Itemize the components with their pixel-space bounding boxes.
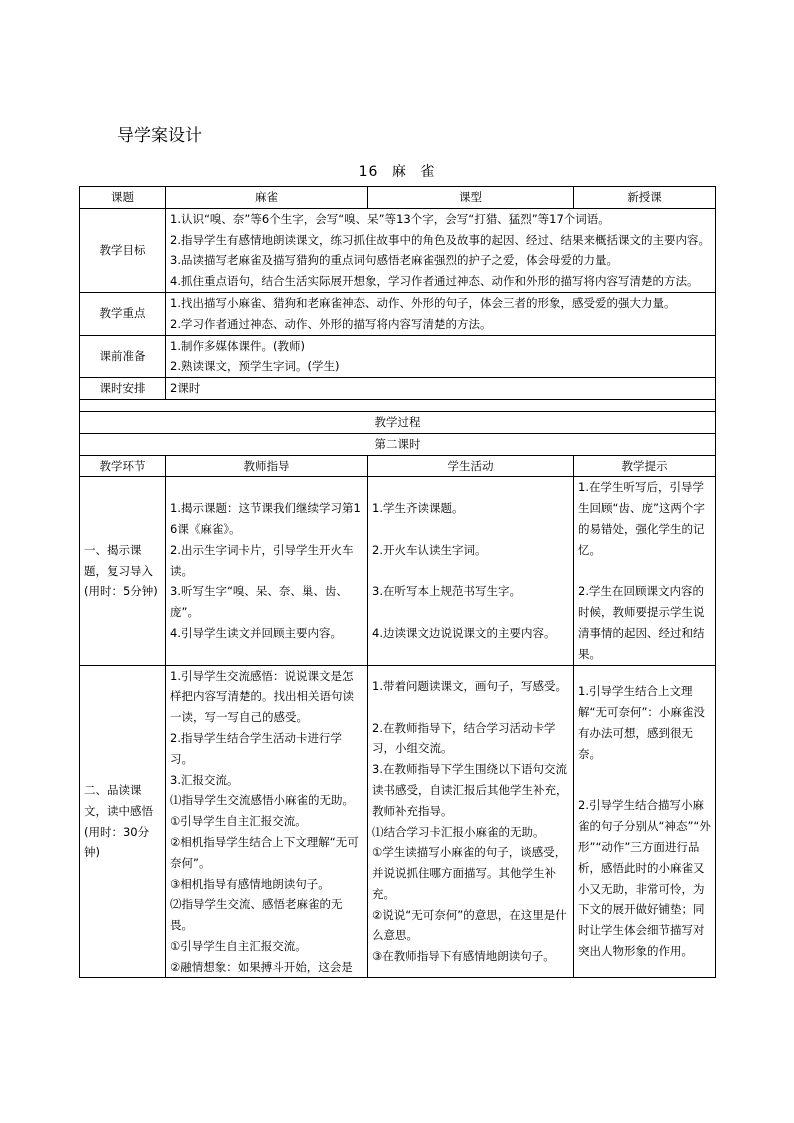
goal-line: 2.指导学生有感情地朗读课文，练习抓住故事中的角色及故事的起因、经过、结果来概括课文的主要内容。 bbox=[170, 232, 710, 247]
prep-line: 2.熟读课文，预学生字词。(学生) bbox=[170, 359, 340, 374]
student-step: ⑴结合学习卡汇报小麻雀的无助。 bbox=[372, 824, 545, 839]
stage1-student bbox=[368, 477, 574, 665]
teacher-step: ⑵指导学生交流、感悟老麻雀的无畏。 bbox=[170, 897, 343, 933]
stage1-tips bbox=[574, 477, 716, 665]
stage2-student bbox=[368, 665, 574, 978]
session-title-row bbox=[80, 433, 716, 455]
stage2-tips bbox=[574, 665, 716, 978]
goal-line: 4.抓住重点语句，结合生活实际展开想象，学习作者通过神态、动作和外形的描写将内容写清楚的方法。 bbox=[170, 274, 699, 289]
process-title: 教学过程 bbox=[80, 411, 716, 433]
column-stage: 教学环节 bbox=[80, 455, 166, 477]
student-step: 1.学生齐读课题。 bbox=[372, 501, 464, 516]
process-title-row bbox=[80, 411, 716, 433]
column-header-row bbox=[80, 455, 716, 477]
focus-row bbox=[80, 292, 716, 335]
column-teacher: 教师指导 bbox=[166, 455, 368, 477]
lesson-title: 16 麻 雀 bbox=[358, 164, 436, 180]
goal-line: 3.品读描写老麻雀及描写猎狗的重点词句感悟老麻雀强烈的护子之爱，体会母爱的力量。 bbox=[170, 253, 618, 268]
student-step: 3.在教师指导下学生围绕以下语句交流读书感受，自读汇报后其他学生补充，教师补充指导。 bbox=[372, 762, 568, 818]
focus-content bbox=[166, 292, 716, 335]
teacher-step: 4.引导学生读文并回顾主要内容。 bbox=[170, 625, 342, 640]
topic-label: 课题 bbox=[80, 187, 166, 209]
teacher-step: ①引导学生自主汇报交流。 bbox=[170, 938, 307, 953]
teacher-step: ①引导学生自主汇报交流。 bbox=[170, 814, 307, 829]
schedule-label: 课时安排 bbox=[80, 378, 166, 400]
stage1-row bbox=[80, 477, 716, 665]
teacher-step: 2.指导学生结合学生活动卡进行学习。 bbox=[170, 730, 342, 766]
teacher-step: 3.听写生字“嗅、呆、奈、巢、齿、庞”。 bbox=[170, 584, 348, 620]
teacher-step: 1.引导学生交流感悟：说说课文是怎样把内容写清楚的。找出相关语句读一读，写一写自己的感受。 bbox=[170, 668, 354, 725]
focus-line: 1.找出描写小麻雀、猎狗和老麻雀神态、动作、外形的句子，体会三者的形象，感受爱的强大力量。 bbox=[170, 295, 676, 310]
schedule-value: 2课时 bbox=[166, 378, 716, 400]
student-step: ②说说“无可奈何”的意思，在这里是什么意思。 bbox=[372, 907, 567, 943]
student-step: ③在教师指导下有感情地朗读句子。 bbox=[372, 949, 555, 964]
goals-content bbox=[166, 208, 716, 292]
student-step: 1.带着问题读课文，画句子，写感受。 bbox=[372, 678, 567, 693]
student-step: 4.边读课文边说说课文的主要内容。 bbox=[372, 625, 556, 640]
student-step: 2.开火车认读生字词。 bbox=[372, 542, 487, 557]
column-tips: 教学提示 bbox=[574, 455, 716, 477]
type-value: 新授课 bbox=[574, 187, 716, 209]
spacer-row bbox=[80, 399, 716, 411]
teacher-step: ②融情想象：如果搏斗开始，这会是 bbox=[170, 959, 353, 974]
stage1-label: 一、揭示课题，复习导入(用时：5分钟) bbox=[80, 477, 166, 665]
focus-label: 教学重点 bbox=[80, 292, 166, 335]
student-step: 2.在教师指导下，结合学习活动卡学习，小组交流。 bbox=[372, 720, 556, 756]
tip-text: 2.引导学生结合描写小麻雀的句子分别从“神态”“外形”“动作”三方面进行品析，感悟此时的小麻雀又小又无助，非常可怜，为下文的展开做好铺垫；同时让学生体会细节描写对突出人物形象的作用。 bbox=[578, 798, 711, 958]
document-heading: 导学案设计 bbox=[117, 126, 202, 146]
goal-line: 1.认识“嗅、奈”等6个生字，会写“嗅、呆”等13个字，会写“打猎、猛烈”等17个词语。 bbox=[170, 211, 610, 226]
focus-line: 2.学习作者通过神态、动作、外形的描写将内容写清楚的方法。 bbox=[170, 316, 492, 331]
topic-value: 麻雀 bbox=[166, 187, 368, 209]
teacher-step: 3.汇报交流。 bbox=[170, 772, 239, 787]
stage2-row bbox=[80, 665, 716, 978]
stage1-teacher bbox=[166, 477, 368, 665]
session-title: 第二课时 bbox=[80, 433, 716, 455]
goals-row bbox=[80, 208, 716, 292]
teacher-step: ③相机指导有感情地朗读句子。 bbox=[170, 876, 330, 891]
teacher-step: 2.出示生字词卡片，引导学生开火车读。 bbox=[170, 542, 354, 578]
teacher-step: ②相机指导学生结合上下文理解“无可奈何”。 bbox=[170, 834, 359, 870]
topic-row bbox=[80, 187, 716, 209]
type-label: 课型 bbox=[368, 187, 574, 209]
teacher-step: 1.揭示课题：这节课我们继续学习第16课《麻雀》。 bbox=[170, 501, 361, 536]
goals-label: 教学目标 bbox=[80, 208, 166, 292]
prep-line: 1.制作多媒体课件。(教师) bbox=[170, 338, 305, 353]
stage2-label: 二、品读课文，读中感悟(用时：30分钟) bbox=[80, 665, 166, 978]
tip-text: 1.引导学生结合上文理解“无可奈何”：小麻雀没有办法可想，感到很无奈。 bbox=[578, 684, 705, 761]
schedule-row bbox=[80, 378, 716, 400]
tip-text: 2.学生在回顾课文内容的时候，教师要提示学生说清事情的起因、经过和结果。 bbox=[578, 584, 705, 661]
lesson-plan-table bbox=[79, 186, 716, 978]
prep-row bbox=[80, 335, 716, 378]
column-student: 学生活动 bbox=[368, 455, 574, 477]
stage2-teacher bbox=[166, 665, 368, 978]
student-step: ①学生读描写小麻雀的句子，谈感受，并说说抓住哪方面描写。其他学生补充。 bbox=[372, 845, 567, 901]
teacher-step: ⑴指导学生交流感悟小麻雀的无助。 bbox=[170, 793, 354, 808]
prep-label: 课前准备 bbox=[80, 335, 166, 378]
tip-text: 1.在学生听写后，引导学生回顾“齿、庞”这两个字的易错处，强化学生的记忆。 bbox=[578, 480, 705, 557]
prep-content bbox=[166, 335, 716, 378]
student-step: 3.在听写本上规范书写生字。 bbox=[372, 584, 521, 599]
